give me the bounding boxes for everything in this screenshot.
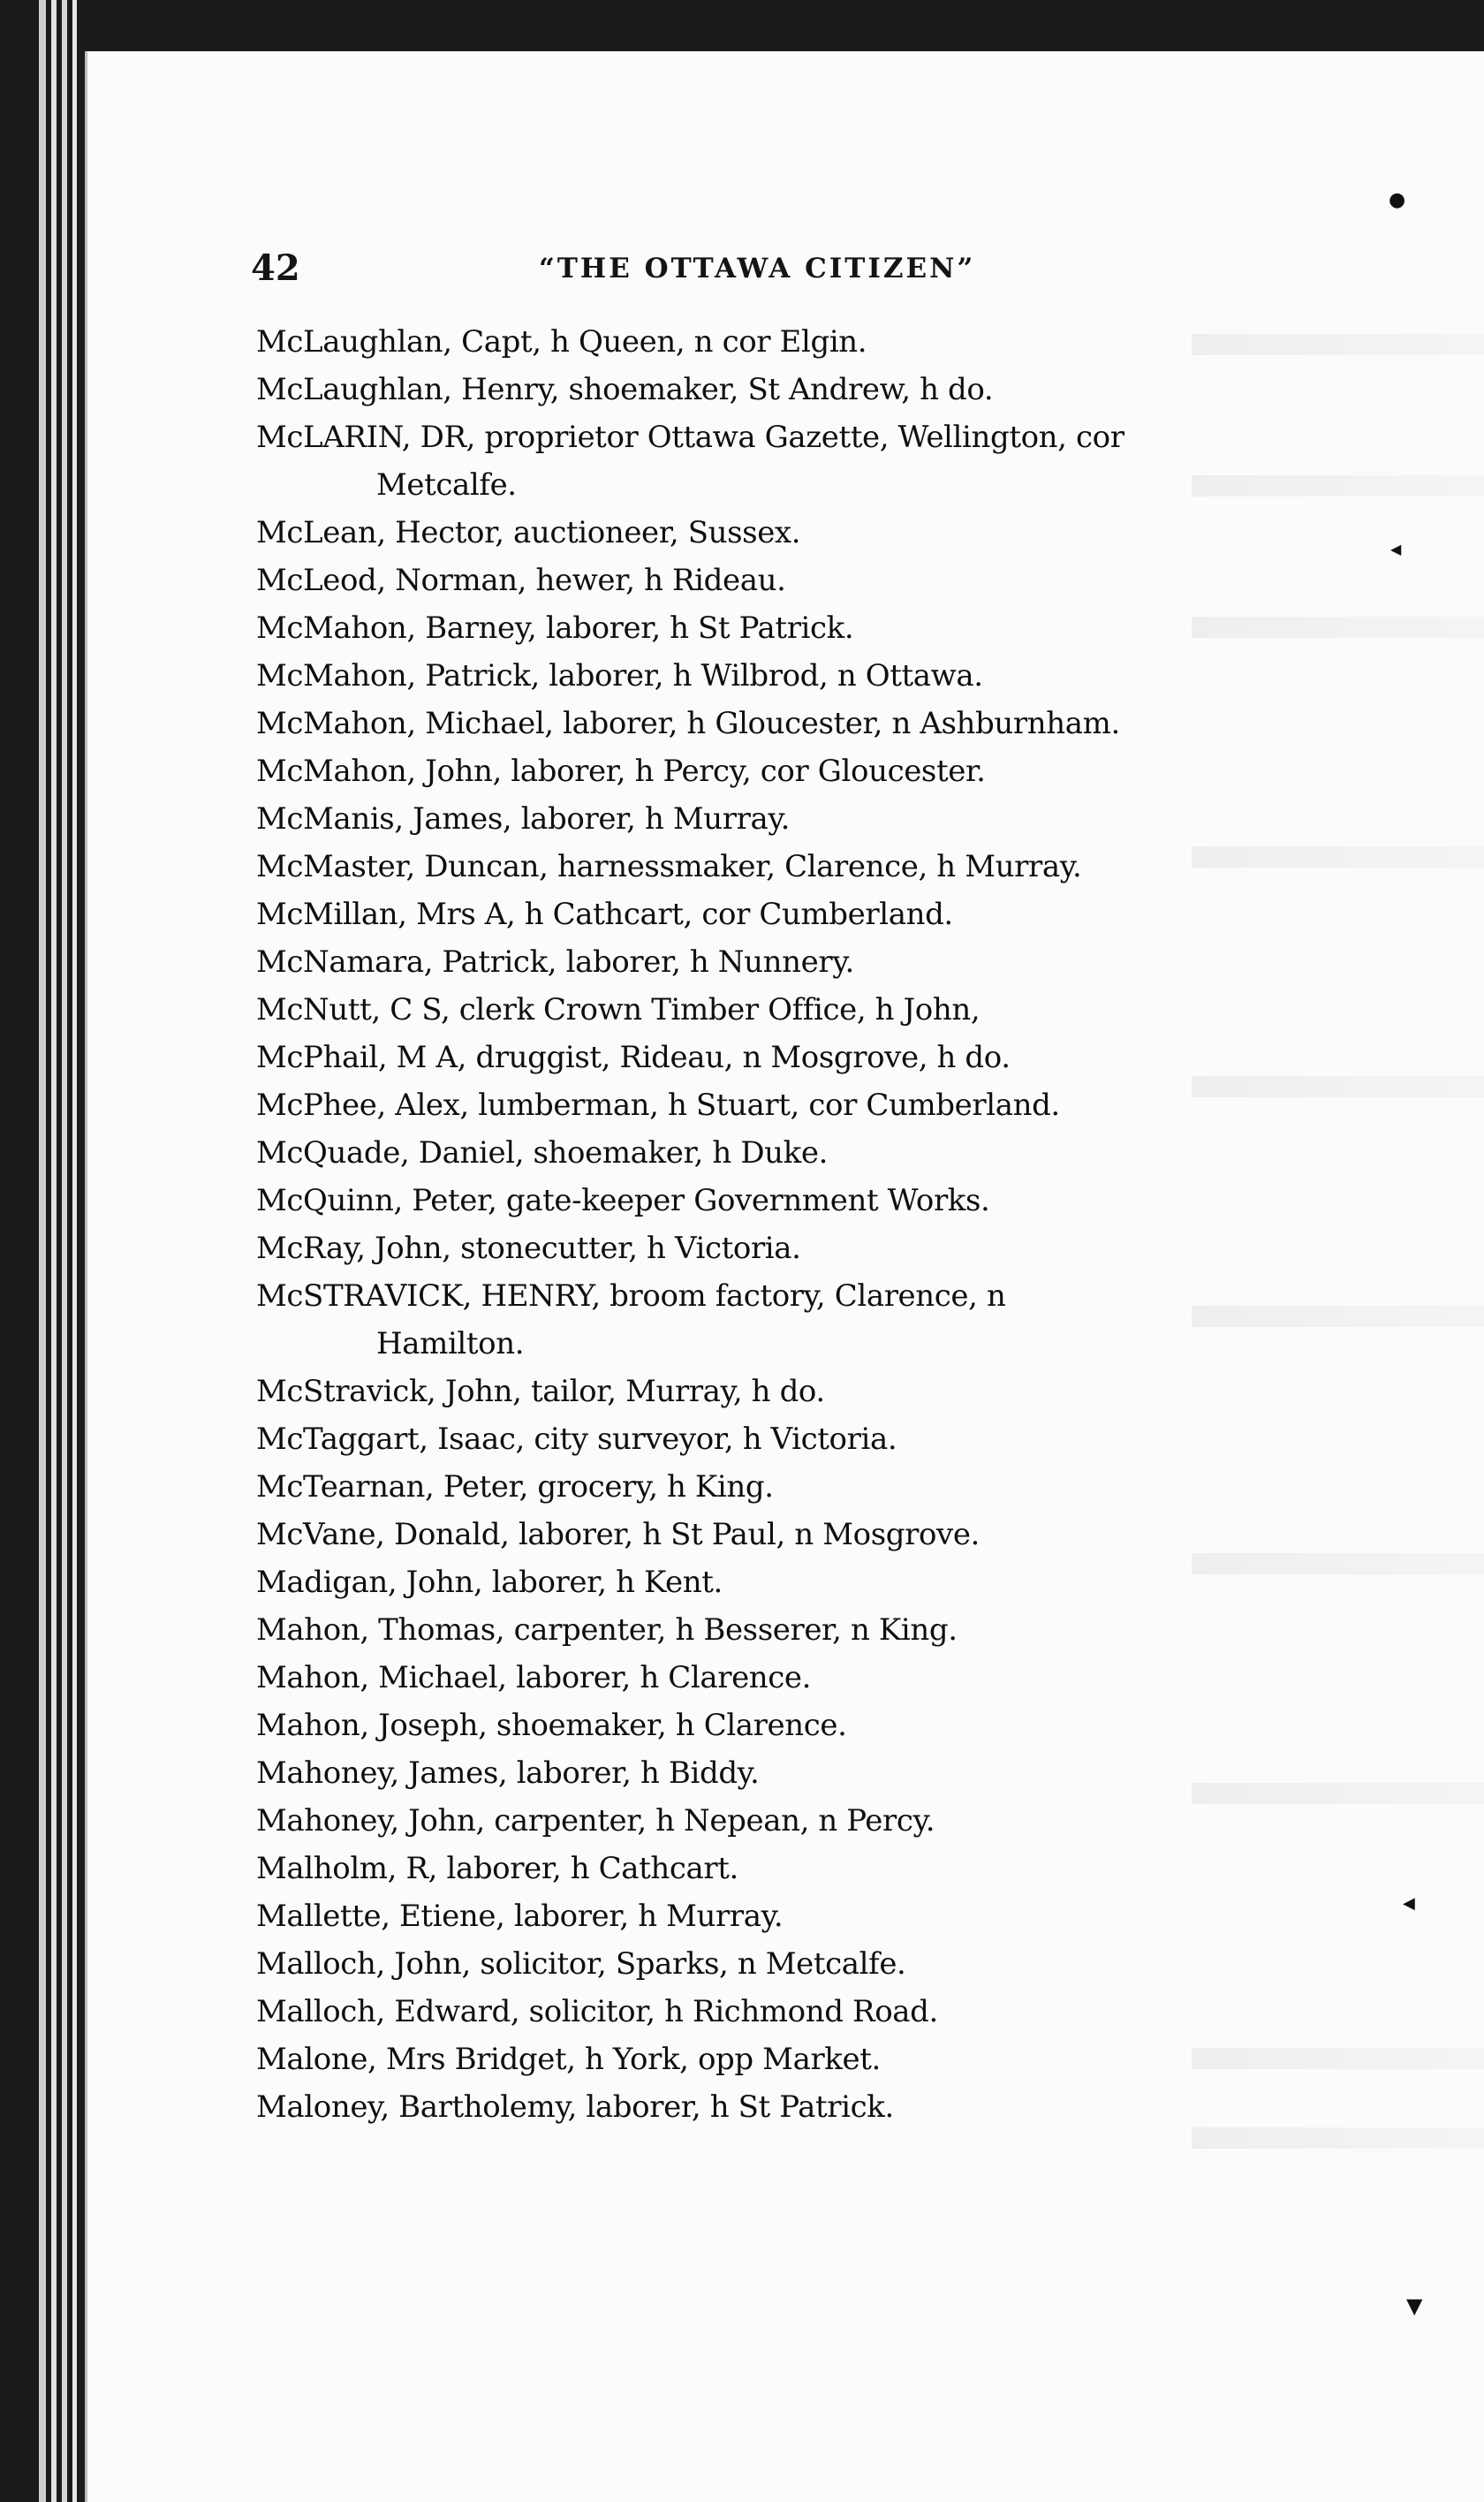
directory-entries	[256, 318, 1254, 2131]
entry-text: Malloch, Edward, solicitor, h Richmond Road.	[256, 1994, 938, 2029]
entry-text: Mahon, Joseph, shoemaker, h Clarence.	[256, 1708, 847, 1743]
entry-text: McMahon, Barney, laborer, h St Patrick.	[256, 610, 854, 646]
entry-text: McNamara, Patrick, laborer, h Nunnery.	[256, 944, 854, 980]
directory-entry	[256, 1177, 1254, 1224]
directory-entry	[256, 1940, 1254, 1988]
ink-spot: ▼	[1406, 2294, 1423, 2318]
entry-text: McTearnan, Peter, grocery, h King.	[256, 1469, 774, 1505]
directory-entry	[256, 891, 1254, 938]
entry-text: McPhee, Alex, lumberman, h Stuart, cor Cumberland.	[256, 1088, 1060, 1123]
page-edge	[51, 0, 57, 2502]
page-edge	[62, 0, 67, 2502]
directory-entry	[256, 1606, 1254, 1654]
entry-text: McPhail, M A, druggist, Rideau, n Mosgrove, h do.	[256, 1040, 1011, 1075]
entry-text: McNutt, C S, clerk Crown Timber Office, h John,	[256, 992, 980, 1027]
entry-text: McLean, Hector, auctioneer, Sussex.	[256, 515, 801, 550]
directory-entry	[256, 986, 1254, 1034]
directory-entry	[256, 604, 1254, 652]
directory-entry	[256, 1129, 1254, 1177]
directory-entry	[256, 843, 1254, 891]
directory-entry	[256, 2083, 1254, 2131]
directory-entry	[256, 1654, 1254, 1702]
directory-entry	[256, 1224, 1254, 1272]
entry-text: Madigan, John, laborer, h Kent.	[256, 1565, 723, 1600]
directory-entry	[256, 700, 1254, 747]
running-head: “THE OTTAWA CITIZEN”	[539, 253, 976, 284]
entry-text: McStravick, John, tailor, Murray, h do.	[256, 1374, 825, 1409]
entry-text: McManis, James, laborer, h Murray.	[256, 801, 791, 837]
directory-entry	[256, 509, 1254, 557]
entry-text: Mahon, Thomas, carpenter, h Besserer, n King.	[256, 1612, 958, 1648]
entry-text: Malone, Mrs Bridget, h York, opp Market.	[256, 2042, 881, 2077]
entry-continuation: Hamilton.	[376, 1326, 525, 1361]
entry-text: McMillan, Mrs A, h Cathcart, cor Cumberland.	[256, 897, 953, 932]
entry-text: Maloney, Bartholemy, laborer, h St Patrick.	[256, 2089, 894, 2125]
directory-entry	[256, 1797, 1254, 1845]
entry-text: McQuinn, Peter, gate-keeper Government Works.	[256, 1183, 990, 1218]
directory-entry	[256, 318, 1254, 366]
directory-entry	[256, 2036, 1254, 2083]
entry-text: Mahoney, James, laborer, h Biddy.	[256, 1755, 760, 1791]
entry-text: McMahon, Patrick, laborer, h Wilbrod, n Ottawa.	[256, 658, 983, 694]
entry-text: McMaster, Duncan, harnessmaker, Clarence, h Murray.	[256, 849, 1082, 884]
directory-entry	[256, 1368, 1254, 1415]
entry-text: McLaughlan, Henry, shoemaker, St Andrew, h do.	[256, 372, 994, 407]
directory-entry	[256, 652, 1254, 700]
entry-text: McVane, Donald, laborer, h St Paul, n Mosgrove.	[256, 1517, 980, 1552]
entry-text: McRay, John, stonecutter, h Victoria.	[256, 1231, 801, 1266]
entry-text: McLeod, Norman, hewer, h Rideau.	[256, 563, 786, 598]
page-number: 42	[251, 247, 300, 289]
entry-text: McLARIN, DR, proprietor Ottawa Gazette, Wellington, cor	[256, 420, 1124, 455]
directory-entry	[256, 1081, 1254, 1129]
directory-entry	[256, 1749, 1254, 1797]
entry-text: McMahon, John, laborer, h Percy, cor Gloucester.	[256, 754, 986, 789]
entry-text: Mallette, Etiene, laborer, h Murray.	[256, 1899, 784, 1934]
entry-text: McTaggart, Isaac, city surveyor, h Victoria.	[256, 1422, 897, 1457]
directory-entry	[256, 1988, 1254, 2036]
directory-entry	[256, 1558, 1254, 1606]
directory-entry	[256, 1892, 1254, 1940]
directory-entry	[256, 938, 1254, 986]
directory-entry	[256, 747, 1254, 795]
page-edge	[39, 0, 46, 2502]
entry-text: Mahon, Michael, laborer, h Clarence.	[256, 1660, 812, 1695]
directory-entry	[256, 1845, 1254, 1892]
ink-spot: ●	[1389, 189, 1406, 211]
directory-entry	[256, 1463, 1254, 1511]
directory-entry	[256, 557, 1254, 604]
directory-entry	[256, 366, 1254, 413]
entry-text: McSTRAVICK, HENRY, broom factory, Clarence, n	[256, 1278, 1006, 1314]
entry-text: Mahoney, John, carpenter, h Nepean, n Percy.	[256, 1803, 935, 1839]
entry-text: McMahon, Michael, laborer, h Gloucester, n Ashburnham.	[256, 706, 1120, 741]
ink-spot: ◀	[1390, 541, 1402, 557]
ink-spot: ◀	[1403, 1894, 1415, 1913]
page-edge	[72, 0, 77, 2502]
entry-text: Malloch, John, solicitor, Sparks, n Metcalfe.	[256, 1946, 906, 1982]
entry-text: McLaughlan, Capt, h Queen, n cor Elgin.	[256, 324, 867, 360]
directory-entry	[256, 795, 1254, 843]
directory-entry	[256, 1415, 1254, 1463]
directory-entry	[256, 413, 1254, 509]
directory-entry	[256, 1272, 1254, 1368]
directory-entry	[256, 1034, 1254, 1081]
directory-entry	[256, 1511, 1254, 1558]
entry-text: Malholm, R, laborer, h Cathcart.	[256, 1851, 738, 1886]
entry-continuation: Metcalfe.	[376, 467, 517, 503]
directory-entry	[256, 1702, 1254, 1749]
entry-text: McQuade, Daniel, shoemaker, h Duke.	[256, 1135, 829, 1171]
